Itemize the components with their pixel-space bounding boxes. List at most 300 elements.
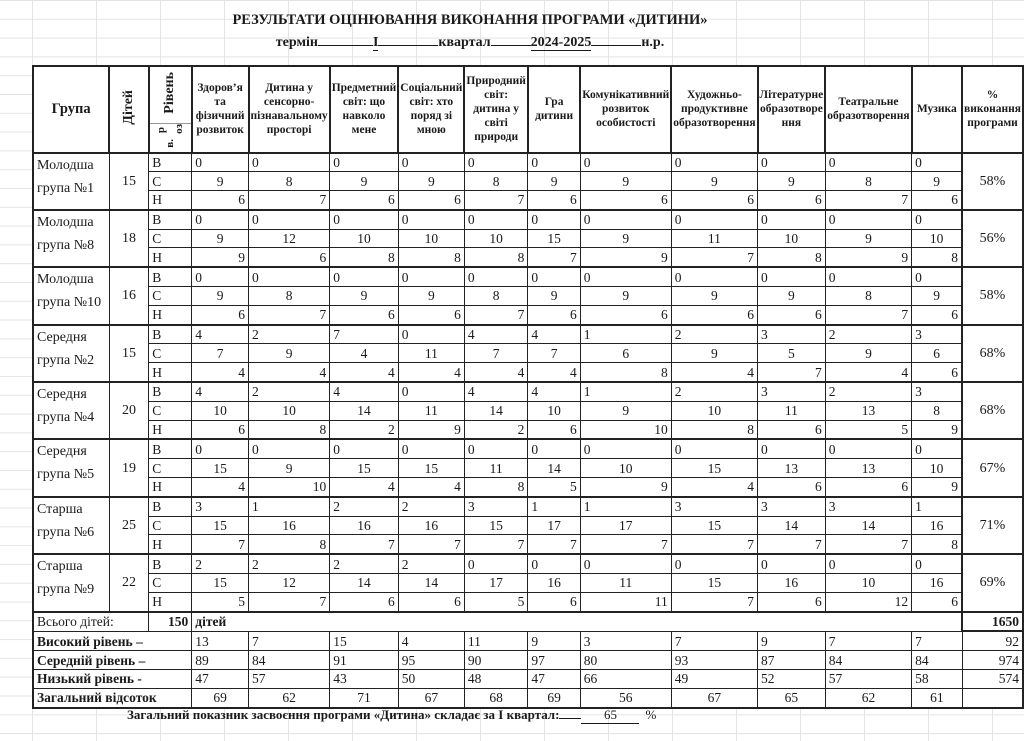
- col-header-level: Рівень: [149, 66, 192, 123]
- score-cell-mid: 8: [464, 287, 527, 306]
- group-children-count: 25: [109, 497, 149, 554]
- score-cell-low: 7: [528, 535, 580, 554]
- summary-value-high: 7: [671, 631, 757, 650]
- col-header-subject: Предметний світ: що навколо мене: [330, 66, 399, 153]
- score-cell-high: 2: [330, 497, 399, 516]
- summary-value-percent: 67: [671, 688, 757, 707]
- level-label: В: [149, 554, 192, 573]
- score-cell-low: 6: [580, 305, 671, 324]
- score-cell-high: 0: [464, 439, 527, 458]
- score-cell-mid: 15: [398, 459, 464, 478]
- empty-cell: [398, 612, 464, 632]
- score-cell-high: 0: [398, 382, 464, 401]
- score-cell-mid: 17: [528, 516, 580, 535]
- summary-value-low: 52: [758, 670, 826, 689]
- score-cell-low: 4: [330, 363, 399, 382]
- score-cell-high: 4: [330, 382, 399, 401]
- summary-value-low: 43: [330, 670, 399, 689]
- score-cell-low: 4: [249, 363, 330, 382]
- score-cell-low: 4: [464, 363, 527, 382]
- score-cell-mid: 15: [671, 574, 757, 593]
- score-cell-mid: 15: [192, 459, 249, 478]
- term-label: термін: [275, 35, 318, 50]
- table-row: [33, 592, 1023, 611]
- score-cell-high: 2: [398, 554, 464, 573]
- score-cell-mid: 15: [192, 516, 249, 535]
- score-cell-high: 0: [671, 267, 757, 286]
- score-cell-mid: 10: [249, 401, 330, 420]
- level-label: Н: [149, 305, 192, 324]
- col-header-subject: Природний світ: дитина у світі природи: [464, 66, 527, 153]
- score-cell-high: 0: [825, 554, 911, 573]
- score-cell-high: 2: [330, 554, 399, 573]
- report-subtitle: [0, 31, 940, 51]
- score-cell-low: 6: [758, 191, 826, 210]
- score-cell-low: 8: [330, 248, 399, 267]
- score-cell-low: 7: [249, 191, 330, 210]
- score-cell-high: 0: [580, 554, 671, 573]
- score-cell-mid: 9: [249, 459, 330, 478]
- score-cell-high: 0: [528, 554, 580, 573]
- score-cell-high: 0: [398, 210, 464, 229]
- score-cell-high: 0: [758, 153, 826, 172]
- score-cell-high: 1: [580, 325, 671, 344]
- summary-value-percent: 65: [758, 688, 826, 707]
- score-cell-low: 7: [825, 305, 911, 324]
- score-cell-mid: 10: [528, 401, 580, 420]
- score-cell-low: 9: [580, 478, 671, 497]
- col-header-percent: % виконання програми: [962, 66, 1023, 153]
- level-label: Н: [149, 478, 192, 497]
- summary-value-low: 48: [464, 670, 527, 689]
- score-cell-low: 7: [464, 305, 527, 324]
- score-cell-low: 9: [912, 420, 962, 439]
- score-cell-low: 6: [912, 305, 962, 324]
- group-children-count: 18: [109, 210, 149, 267]
- summary-value-mid: 97: [528, 651, 580, 670]
- summary-label-mid: Середній рівень –: [33, 651, 192, 670]
- score-cell-high: 0: [528, 153, 580, 172]
- quarter-value: І: [372, 35, 379, 50]
- level-label: Н: [149, 191, 192, 210]
- table-row: [33, 459, 1023, 478]
- table-row: [33, 497, 1023, 516]
- score-cell-mid: 14: [330, 401, 399, 420]
- score-cell-high: 0: [825, 267, 911, 286]
- overall-indicator-unit: %: [645, 707, 657, 722]
- empty-cell: [330, 612, 399, 632]
- level-label: В: [149, 153, 192, 172]
- score-cell-high: 0: [671, 210, 757, 229]
- score-cell-low: 9: [912, 478, 962, 497]
- score-cell-high: 0: [464, 210, 527, 229]
- score-cell-low: 7: [758, 363, 826, 382]
- score-cell-mid: 8: [464, 172, 527, 191]
- score-cell-mid: 10: [912, 229, 962, 248]
- score-cell-low: 2: [464, 420, 527, 439]
- empty-cell: [528, 612, 580, 632]
- level-label: В: [149, 497, 192, 516]
- score-cell-high: 2: [249, 325, 330, 344]
- score-cell-low: 7: [249, 592, 330, 611]
- score-cell-mid: 9: [580, 229, 671, 248]
- score-cell-mid: 9: [398, 287, 464, 306]
- score-cell-high: 3: [671, 497, 757, 516]
- group-name: Середня група №5: [33, 439, 109, 496]
- score-cell-low: 5: [528, 478, 580, 497]
- score-cell-mid: 11: [758, 401, 826, 420]
- level-label: С: [149, 287, 192, 306]
- score-cell-low: 10: [580, 420, 671, 439]
- score-cell-mid: 10: [912, 459, 962, 478]
- year-suffix-underline: [591, 31, 641, 46]
- score-cell-mid: 16: [912, 516, 962, 535]
- score-cell-high: 1: [580, 382, 671, 401]
- score-cell-low: 6: [249, 248, 330, 267]
- total-assessments: 1650: [962, 612, 1023, 632]
- score-cell-high: 3: [825, 497, 911, 516]
- score-cell-low: 6: [398, 191, 464, 210]
- group-percent: 69%: [962, 554, 1023, 611]
- score-cell-mid: 9: [825, 344, 911, 363]
- score-cell-mid: 9: [758, 172, 826, 191]
- score-cell-low: 7: [464, 535, 527, 554]
- score-cell-high: 2: [249, 382, 330, 401]
- score-cell-high: 0: [464, 267, 527, 286]
- col-header-children: Дітей: [109, 66, 149, 153]
- col-header-subject: Гра дитини: [528, 66, 580, 153]
- year-value: 2024-2025: [530, 35, 592, 50]
- summary-value-high: 3: [580, 631, 671, 650]
- summary-value-percent: 61: [912, 688, 962, 707]
- score-cell-high: 4: [192, 382, 249, 401]
- score-cell-low: 7: [825, 535, 911, 554]
- score-cell-mid: 15: [671, 459, 757, 478]
- score-cell-mid: 11: [398, 344, 464, 363]
- summary-value-high: 9: [758, 631, 826, 650]
- level-label: С: [149, 516, 192, 535]
- summary-value-low: 49: [671, 670, 757, 689]
- score-cell-low: 8: [398, 248, 464, 267]
- group-percent: 71%: [962, 497, 1023, 554]
- score-cell-mid: 10: [671, 401, 757, 420]
- summary-value-low: 50: [398, 670, 464, 689]
- level-label: С: [149, 401, 192, 420]
- score-cell-high: 0: [398, 267, 464, 286]
- score-cell-low: 6: [758, 420, 826, 439]
- score-cell-high: 0: [464, 153, 527, 172]
- score-cell-low: 7: [249, 305, 330, 324]
- score-cell-mid: 17: [580, 516, 671, 535]
- score-cell-high: 0: [912, 210, 962, 229]
- score-cell-low: 9: [192, 248, 249, 267]
- score-cell-high: 4: [528, 325, 580, 344]
- score-cell-high: 2: [825, 382, 911, 401]
- score-cell-low: 8: [464, 478, 527, 497]
- group-children-count: 15: [109, 325, 149, 382]
- level-label: В: [149, 439, 192, 458]
- summary-value-percent: 71: [330, 688, 399, 707]
- summary-value-low: 58: [912, 670, 962, 689]
- score-cell-low: 6: [192, 420, 249, 439]
- score-cell-high: 0: [825, 439, 911, 458]
- score-cell-low: 7: [528, 248, 580, 267]
- col-header-subject: Дитина у сенсорно-пізнавальному просторі: [249, 66, 330, 153]
- summary-value-mid: 93: [671, 651, 757, 670]
- summary-label-low: Низький рівень -: [33, 670, 192, 689]
- overall-indicator-value: 65: [581, 707, 639, 724]
- table-row: [33, 516, 1023, 535]
- table-row: [33, 401, 1023, 420]
- score-cell-low: 4: [330, 478, 399, 497]
- table-row: [33, 554, 1023, 573]
- col-header-subject: Музика: [912, 66, 962, 153]
- score-cell-mid: 9: [580, 287, 671, 306]
- summary-value-high: 7: [825, 631, 911, 650]
- table-row: [33, 248, 1023, 267]
- score-cell-high: 0: [249, 210, 330, 229]
- col-header-level-sub: р озв.: [149, 123, 192, 153]
- score-cell-mid: 5: [758, 344, 826, 363]
- score-cell-high: 1: [528, 497, 580, 516]
- score-cell-mid: 9: [825, 229, 911, 248]
- summary-value-low: 47: [192, 670, 249, 689]
- score-cell-high: 0: [825, 153, 911, 172]
- score-cell-low: 6: [528, 420, 580, 439]
- group-name: Молодша група №10: [33, 267, 109, 324]
- score-cell-high: 3: [192, 497, 249, 516]
- summary-value-high: 9: [528, 631, 580, 650]
- level-label: Н: [149, 363, 192, 382]
- summary-value-mid: 90: [464, 651, 527, 670]
- summary-value-mid: 91: [330, 651, 399, 670]
- score-cell-mid: 8: [249, 172, 330, 191]
- empty-cell: [758, 612, 826, 632]
- score-cell-mid: 9: [580, 401, 671, 420]
- summary-value-mid: 84: [825, 651, 911, 670]
- group-percent: 56%: [962, 210, 1023, 267]
- score-cell-high: 2: [192, 554, 249, 573]
- score-cell-low: 7: [398, 535, 464, 554]
- summary-row-percent: [33, 688, 1023, 707]
- table-row: [33, 210, 1023, 229]
- score-cell-high: 0: [580, 267, 671, 286]
- year-underline: [491, 31, 531, 46]
- summary-value-mid: 95: [398, 651, 464, 670]
- group-children-count: 20: [109, 382, 149, 439]
- table-row: [33, 229, 1023, 248]
- score-cell-mid: 9: [528, 287, 580, 306]
- score-cell-mid: 11: [464, 459, 527, 478]
- score-cell-low: 10: [249, 478, 330, 497]
- score-cell-high: 0: [758, 267, 826, 286]
- table-row: [33, 191, 1023, 210]
- score-cell-high: 0: [192, 153, 249, 172]
- col-header-group: Група: [33, 66, 109, 153]
- score-cell-low: 4: [671, 363, 757, 382]
- table-row: [33, 439, 1023, 458]
- score-cell-high: 3: [912, 382, 962, 401]
- level-label: Н: [149, 592, 192, 611]
- score-cell-mid: 9: [330, 287, 399, 306]
- overall-indicator: [127, 707, 656, 724]
- score-cell-low: 6: [330, 592, 399, 611]
- table-row: [33, 478, 1023, 497]
- group-percent: 58%: [962, 267, 1023, 324]
- score-cell-low: 6: [912, 363, 962, 382]
- score-cell-mid: 13: [825, 459, 911, 478]
- score-cell-low: 8: [671, 420, 757, 439]
- score-cell-mid: 8: [249, 287, 330, 306]
- group-name: Середня група №2: [33, 325, 109, 382]
- level-label: Н: [149, 420, 192, 439]
- score-cell-low: 4: [671, 478, 757, 497]
- group-children-count: 22: [109, 554, 149, 611]
- score-cell-high: 0: [330, 153, 399, 172]
- table-row: [33, 382, 1023, 401]
- score-cell-low: 8: [912, 535, 962, 554]
- score-cell-low: 7: [671, 592, 757, 611]
- score-cell-mid: 10: [825, 574, 911, 593]
- summary-value-high: 11: [464, 631, 527, 650]
- summary-row-low: [33, 670, 1023, 689]
- score-cell-mid: 6: [580, 344, 671, 363]
- table-row: [33, 363, 1023, 382]
- score-cell-mid: 12: [249, 574, 330, 593]
- term-underline: [318, 31, 373, 46]
- summary-value-percent: 62: [825, 688, 911, 707]
- summary-value-high: 15: [330, 631, 399, 650]
- score-cell-mid: 14: [398, 574, 464, 593]
- col-header-subject: Літературне образотворе ння: [758, 66, 826, 153]
- score-cell-low: 6: [398, 592, 464, 611]
- empty-cell: [249, 612, 330, 632]
- score-cell-mid: 9: [758, 287, 826, 306]
- score-cell-mid: 13: [758, 459, 826, 478]
- level-label: В: [149, 267, 192, 286]
- score-cell-mid: 15: [192, 574, 249, 593]
- score-cell-high: 0: [912, 554, 962, 573]
- level-label: В: [149, 325, 192, 344]
- score-cell-mid: 15: [464, 516, 527, 535]
- score-cell-high: 0: [580, 439, 671, 458]
- score-cell-mid: 17: [464, 574, 527, 593]
- col-header-subject: Театральне образотворення: [825, 66, 911, 153]
- score-cell-low: 7: [580, 535, 671, 554]
- group-percent: 68%: [962, 382, 1023, 439]
- score-cell-low: 6: [825, 478, 911, 497]
- score-cell-mid: 10: [758, 229, 826, 248]
- summary-value-high: 4: [398, 631, 464, 650]
- score-cell-high: 3: [912, 325, 962, 344]
- empty-cell: [962, 688, 1023, 707]
- score-cell-mid: 16: [528, 574, 580, 593]
- quarter-underline: [378, 31, 438, 46]
- score-cell-mid: 11: [398, 401, 464, 420]
- table-row: [33, 287, 1023, 306]
- score-cell-high: 3: [758, 497, 826, 516]
- score-cell-high: 3: [758, 325, 826, 344]
- score-cell-low: 2: [330, 420, 399, 439]
- score-cell-mid: 15: [671, 516, 757, 535]
- score-cell-high: 1: [912, 497, 962, 516]
- level-label: Н: [149, 535, 192, 554]
- table-row: [33, 535, 1023, 554]
- score-cell-high: 0: [398, 325, 464, 344]
- score-cell-low: 6: [671, 191, 757, 210]
- score-cell-low: 7: [825, 191, 911, 210]
- score-cell-high: 0: [398, 153, 464, 172]
- level-label: С: [149, 574, 192, 593]
- score-cell-mid: 8: [825, 172, 911, 191]
- score-cell-high: 4: [528, 382, 580, 401]
- score-cell-high: 0: [671, 153, 757, 172]
- score-cell-mid: 16: [758, 574, 826, 593]
- score-cell-low: 7: [330, 535, 399, 554]
- summary-label-percent: Загальний відсоток: [33, 688, 192, 707]
- table-row-total: [33, 612, 1023, 632]
- col-header-subject: Комунікативний розвиток особистості: [580, 66, 671, 153]
- level-label: С: [149, 344, 192, 363]
- score-cell-low: 7: [758, 535, 826, 554]
- table-row: [33, 305, 1023, 324]
- level-label: С: [149, 172, 192, 191]
- score-cell-low: 6: [528, 592, 580, 611]
- score-cell-high: 2: [249, 554, 330, 573]
- group-percent: 68%: [962, 325, 1023, 382]
- empty-cell: [671, 612, 757, 632]
- score-cell-mid: 14: [464, 401, 527, 420]
- score-cell-high: 0: [528, 439, 580, 458]
- score-cell-mid: 7: [192, 344, 249, 363]
- summary-total-mid: 974: [962, 651, 1023, 670]
- score-cell-low: 6: [758, 478, 826, 497]
- table-row: [33, 420, 1023, 439]
- table-row: [33, 172, 1023, 191]
- group-name: Середня група №4: [33, 382, 109, 439]
- score-cell-low: 12: [825, 592, 911, 611]
- score-cell-high: 1: [580, 497, 671, 516]
- summary-value-percent: 62: [249, 688, 330, 707]
- score-cell-mid: 13: [825, 401, 911, 420]
- score-cell-high: 0: [249, 267, 330, 286]
- score-cell-high: 2: [398, 497, 464, 516]
- level-label: С: [149, 459, 192, 478]
- col-header-subject: Художньо-продуктивне образотворення: [671, 66, 757, 153]
- summary-value-percent: 56: [580, 688, 671, 707]
- group-children-count: 16: [109, 267, 149, 324]
- score-cell-mid: 14: [528, 459, 580, 478]
- score-cell-mid: 16: [398, 516, 464, 535]
- summary-row-mid: [33, 651, 1023, 670]
- group-percent: 58%: [962, 153, 1023, 210]
- score-cell-mid: 10: [580, 459, 671, 478]
- summary-label-high: Високий рівень –: [33, 631, 192, 650]
- score-cell-low: 6: [192, 191, 249, 210]
- summary-value-mid: 80: [580, 651, 671, 670]
- year-suffix: н.р.: [641, 35, 665, 50]
- score-cell-low: 6: [528, 305, 580, 324]
- summary-value-percent: 68: [464, 688, 527, 707]
- score-cell-mid: 4: [330, 344, 399, 363]
- level-label: Н: [149, 248, 192, 267]
- score-cell-mid: 11: [671, 229, 757, 248]
- score-cell-high: 0: [528, 267, 580, 286]
- summary-value-mid: 87: [758, 651, 826, 670]
- summary-value-percent: 69: [528, 688, 580, 707]
- score-cell-low: 9: [398, 420, 464, 439]
- score-cell-mid: 6: [912, 344, 962, 363]
